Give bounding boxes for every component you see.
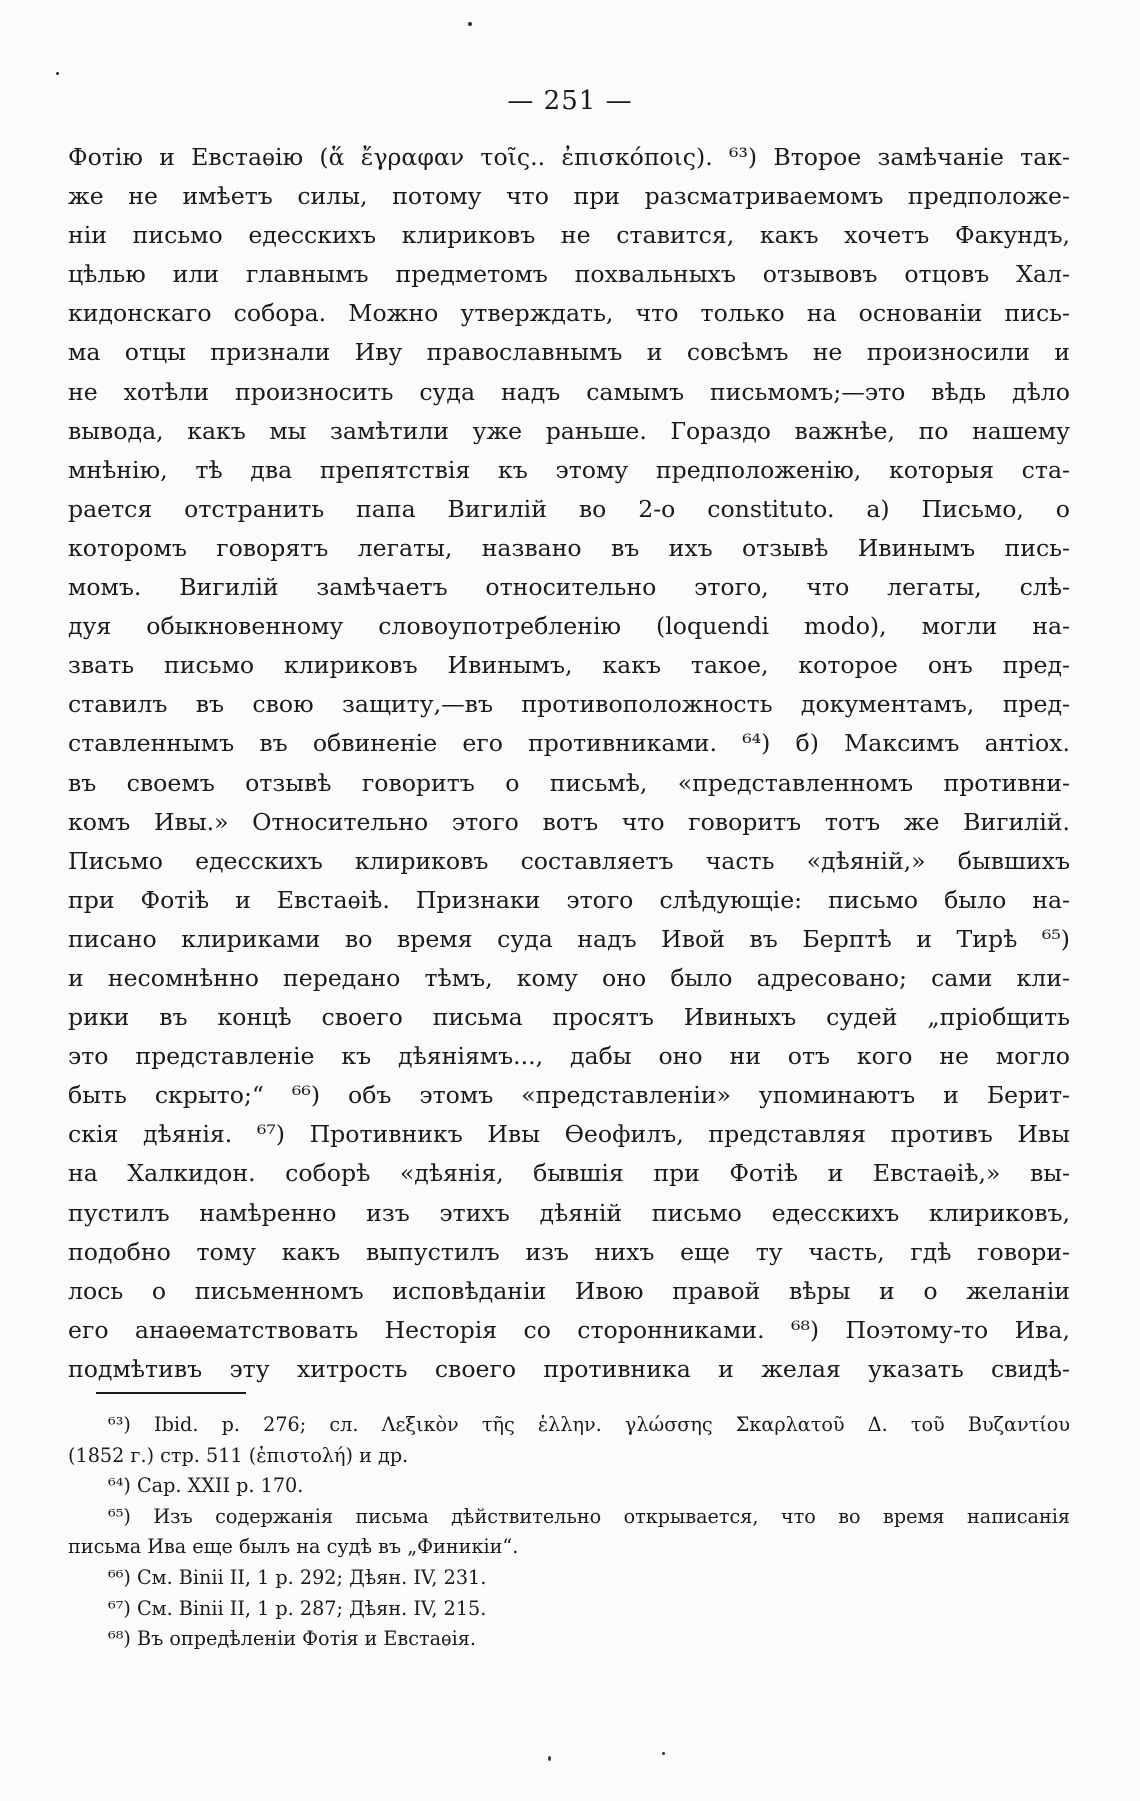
text-line: ніи письмо едесскихъ клириковъ не ставится, какъ хочетъ Факундъ, [68, 221, 1070, 250]
text-line: Письмо едесскихъ клириковъ составляетъ часть «дѣяній,» бывшихъ [68, 846, 1070, 875]
text-line: рики въ концѣ своего письма просятъ Ивиныхъ судей „пріобщить [68, 1003, 1070, 1032]
text-line: въ своемъ отзывѣ говоритъ о письмѣ, «представленномъ противни- [68, 768, 1070, 797]
text-line: на Халкидон. соборѣ «дѣянія, бывшія при Фотіѣ и Евстаѳіѣ,» вы- [68, 1159, 1070, 1188]
print-speck [468, 22, 472, 26]
footnotes [68, 1410, 1070, 1655]
text-line: скія дѣянія. ⁶⁷) Противникъ Ивы Ѳеофилъ, представляя противъ Ивы [68, 1120, 1070, 1149]
print-speck [548, 1756, 551, 1761]
text-line: подмѣтивъ эту хитрость своего противника и желая указать свидѣ- [68, 1354, 1070, 1383]
footnote-line: ⁶⁷) См. Binii II, 1 p. 287; Дѣян. IV, 215. [108, 1596, 487, 1620]
text-line: звать письмо клириковъ Ивинымъ, какъ такое, которое онъ пред- [68, 651, 1070, 680]
text-line: которомъ говорятъ легаты, названо въ ихъ отзывѣ Ивинымъ пись- [68, 533, 1070, 562]
text-line: пустилъ намѣренно изъ этихъ дѣяній письмо едесскихъ клириковъ, [68, 1198, 1070, 1227]
text-line: дуя обыкновенному словоупотребленію (loquendi modo), могли на- [68, 612, 1070, 641]
text-line: цѣлью или главнымъ предметомъ похвальныхъ отзывовъ отцовъ Хал- [68, 260, 1070, 289]
footnote-line: ⁶⁴) Cap. XXII p. 170. [108, 1474, 304, 1498]
text-line: писано клириками во время суда надъ Ивой въ Берптѣ и Тирѣ ⁶⁵) [68, 924, 1070, 953]
main-text [68, 138, 1070, 1389]
text-line: вывода, какъ мы замѣтили уже раньше. Гораздо важнѣе, по нашему [68, 416, 1070, 445]
text-line: не хотѣли произносить суда надъ самымъ письмомъ;—это вѣдь дѣло [68, 377, 1070, 406]
text-line: рается отстранить папа Вигилій во 2-о constituto. а) Письмо, о [68, 494, 1070, 523]
text-line: мнѣнію, тѣ два препятствія къ этому предположенію, которыя ста- [68, 455, 1070, 484]
text-line: ма отцы признали Иву православнымъ и совсѣмъ не произносили и [68, 338, 1070, 367]
text-line: комъ Ивы.» Относительно этого вотъ что говоритъ тотъ же Вигилій. [68, 807, 1070, 836]
text-line: же не имѣетъ силы, потому что при разсматриваемомъ предположе- [68, 182, 1070, 211]
text-line: Фотію и Евстаѳію (ἅ ἔγραφαν τοῖς.. ἐπισκόποις). ⁶³) Второе замѣчаніе так- [68, 143, 1070, 171]
footnote-line: ⁶⁸) Въ опредѣленіи Фотія и Евстаѳія. [108, 1627, 476, 1651]
text-line: подобно тому какъ выпустилъ изъ нихъ еще ту часть, гдѣ говори- [68, 1237, 1070, 1266]
text-line: кидонскаго собора. Можно утверждать, что только на основаніи пись- [68, 299, 1070, 328]
text-line: его анаѳематствовать Несторія со сторонниками. ⁶⁸) Поэтому-то Ива, [68, 1315, 1070, 1344]
footnote-line: (1852 г.) стр. 511 (ἐπιστολή) и др. [68, 1443, 409, 1467]
text-line: ставленнымъ въ обвиненіе его противниками. ⁶⁴) б) Максимъ антіох. [68, 729, 1070, 758]
footnote-line: ⁶⁶) См. Binii II, 1 p. 292; Дѣян. IV, 231. [108, 1565, 487, 1589]
footnote-separator [96, 1392, 246, 1394]
text-line: при Фотіѣ и Евстаѳіѣ. Признаки этого слѣдующіе: письмо было на- [68, 885, 1070, 914]
text-line: это представленіе къ дѣяніямъ..., дабы оно ни отъ кого не могло [68, 1042, 1070, 1071]
footnote-line: ⁶⁵) Изъ содержанія письма дѣйствительно открывается, что во время написанія [108, 1504, 1070, 1528]
footnote-line: письма Ива еще былъ на судѣ въ „Финикіи“. [68, 1535, 519, 1559]
footnote-line: ⁶³) Ibid. p. 276; сл. Λεξικὸν τῆς ἑλλην. γλώσσης Σκαρλατοῦ Δ. τοῦ Βυζαντίου [108, 1413, 1070, 1436]
text-line: быть скрыто;“ ⁶⁶) объ этомъ «представленіи» упоминаютъ и Берит- [68, 1081, 1070, 1110]
text-line: момъ. Вигилій замѣчаетъ относительно этого, что легаты, слѣ- [68, 573, 1070, 602]
print-speck [662, 1752, 665, 1755]
print-speck [56, 72, 59, 75]
text-line: и несомнѣнно передано тѣмъ, кому оно было адресовано; сами кли- [68, 963, 1070, 992]
text-line: лось о письменномъ исповѣданіи Ивою правой вѣры и о желаніи [68, 1276, 1070, 1305]
page-number: — 251 — [507, 86, 633, 116]
text-line: ставилъ въ свою защиту,—въ противоположность документамъ, пред- [68, 690, 1070, 719]
